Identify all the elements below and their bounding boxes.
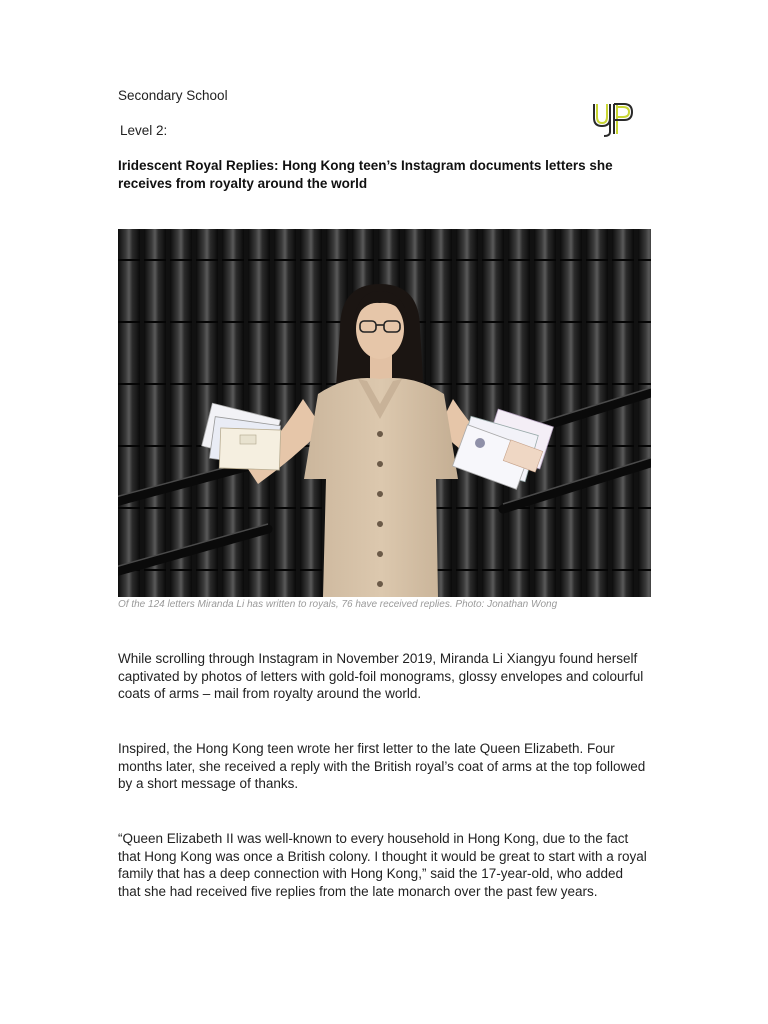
article-headline: Iridescent Royal Replies: Hong Kong teen’s Instagram documents letters she receives from royalty around the world bbox=[118, 158, 613, 191]
school-level-heading: Secondary School bbox=[118, 88, 228, 103]
photo-caption: Of the 124 letters Miranda Li has written to royals, 76 have received replies. Photo: Jonathan Wong bbox=[118, 599, 558, 610]
article-paragraph: Inspired, the Hong Kong teen wrote her first letter to the late Queen Elizabeth. Four months later, she received a reply with the British royal’s coat of arms at the top followed by a short message of thanks. bbox=[118, 741, 646, 791]
level-label: Level 2: bbox=[120, 123, 168, 138]
yp-logo-icon bbox=[590, 98, 636, 138]
article-photo bbox=[118, 229, 651, 597]
article-paragraph: “Queen Elizabeth II was well-known to every household in Hong Kong, due to the fact that Hong Kong was once a British colony. I thought it would be great to start with a royal family that has a deep connection with Hong Kong,” said the 17-year-old, who added that she had received five replies from the late monarch over the past few years. bbox=[118, 831, 647, 899]
article-paragraph: While scrolling through Instagram in November 2019, Miranda Li Xiangyu found herself captivated by photos of letters with gold-foil monograms, glossy envelopes and colourful coats of arms – mail from royalty around the world. bbox=[118, 651, 644, 701]
